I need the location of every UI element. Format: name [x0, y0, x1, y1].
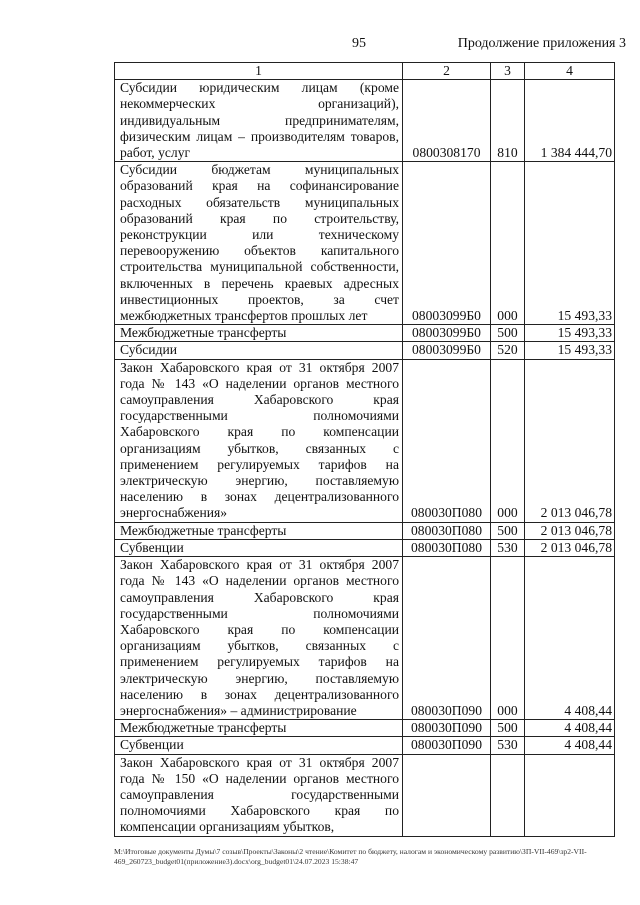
row-amount: 4 408,44 [525, 557, 615, 720]
row-expense-type: 500 [491, 720, 525, 737]
table-row [115, 342, 615, 359]
row-target-code: 080030П090 [403, 737, 491, 754]
row-description: Субсидии [115, 342, 403, 359]
row-amount: 15 493,33 [525, 325, 615, 342]
table-row [115, 539, 615, 556]
table-row [115, 557, 615, 720]
document-file-path: M:\Итоговые документы Думы\7 созыв\Проекты\Законы\2 чтение\Комитет по бюджету, налогам и экономическому развитию\ЗП-VII-469\зр2-VII-469_260723_budget01(приложение3).docx\org_budget01\24.07.2023 15:38:47 [114, 847, 587, 866]
row-expense-type: 000 [491, 359, 525, 522]
header-cell: 4 [525, 63, 615, 80]
row-expense-type: 000 [491, 162, 525, 325]
row-description: Межбюджетные трансферты [115, 325, 403, 342]
row-expense-type: 530 [491, 539, 525, 556]
row-description: Субвенции [115, 539, 403, 556]
budget-table [114, 62, 615, 837]
row-target-code: 08003099Б0 [403, 162, 491, 325]
table-row [115, 737, 615, 754]
row-expense-type [491, 754, 525, 836]
row-description: Субсидии юридическим лицам (кроме некоммерческих организаций), индивидуальным предпринимателям, физическим лицам – производителям товаров, работ, услуг [115, 80, 403, 162]
row-amount: 4 408,44 [525, 737, 615, 754]
table-row [115, 80, 615, 162]
table-header-row [115, 63, 615, 80]
table-row [115, 162, 615, 325]
page-number: 95 [352, 36, 366, 51]
row-description: Межбюджетные трансферты [115, 720, 403, 737]
table-row [115, 720, 615, 737]
row-expense-type: 500 [491, 325, 525, 342]
row-target-code: 08003099Б0 [403, 342, 491, 359]
row-target-code: 0800308170 [403, 80, 491, 162]
row-target-code: 080030П080 [403, 359, 491, 522]
row-amount [525, 754, 615, 836]
row-target-code: 080030П080 [403, 522, 491, 539]
table-row [115, 359, 615, 522]
table-row [115, 522, 615, 539]
row-expense-type: 000 [491, 557, 525, 720]
row-amount: 4 408,44 [525, 720, 615, 737]
row-target-code: 080030П090 [403, 557, 491, 720]
row-expense-type: 810 [491, 80, 525, 162]
appendix-continuation-note: Продолжение приложения 3 [457, 36, 626, 51]
table-row [115, 754, 615, 836]
row-expense-type: 530 [491, 737, 525, 754]
row-amount: 2 013 046,78 [525, 359, 615, 522]
row-amount: 15 493,33 [525, 162, 615, 325]
row-expense-type: 500 [491, 522, 525, 539]
header-cell: 2 [403, 63, 491, 80]
row-description: Закон Хабаровского края от 31 октября 2007 года № 143 «О наделении органов местного самоуправления Хабаровского края государственными полномочиями Хабаровского края по компенсации организациям убытков, связанных с применением регулируемых тарифов на электрическую энергию, поставляемую населению в зонах децентрализованного энергоснабжения» [115, 359, 403, 522]
row-target-code [403, 754, 491, 836]
row-target-code: 080030П090 [403, 720, 491, 737]
row-target-code: 080030П080 [403, 539, 491, 556]
row-amount: 1 384 444,70 [525, 80, 615, 162]
row-expense-type: 520 [491, 342, 525, 359]
row-amount: 15 493,33 [525, 342, 615, 359]
row-description: Субсидии бюджетам муниципальных образований края на софинансирование расходных обязательств муниципальных образований края по строительству, реконструкции или техническому перевооружению объектов капитального строительства муниципальной собственности, включенных в перечень краевых адресных инвестиционных проектов, за счет межбюджетных трансфертов прошлых лет [115, 162, 403, 325]
row-amount: 2 013 046,78 [525, 522, 615, 539]
header-cell: 3 [491, 63, 525, 80]
row-description: Закон Хабаровского края от 31 октября 2007 года № 150 «О наделении органов местного самоуправления государственными полномочиями Хабаровского края по компенсации организациям убытков, [115, 754, 403, 836]
row-description: Субвенции [115, 737, 403, 754]
row-description: Межбюджетные трансферты [115, 522, 403, 539]
header-cell: 1 [115, 63, 403, 80]
row-target-code: 08003099Б0 [403, 325, 491, 342]
table-row [115, 325, 615, 342]
row-description: Закон Хабаровского края от 31 октября 2007 года № 143 «О наделении органов местного самоуправления Хабаровского края государственными полномочиями Хабаровского края по компенсации организациям убытков, связанных с применением регулируемых тарифов на электрическую энергию, поставляемую населению в зонах децентрализованного энергоснабжения» – администрирование [115, 557, 403, 720]
row-amount: 2 013 046,78 [525, 539, 615, 556]
